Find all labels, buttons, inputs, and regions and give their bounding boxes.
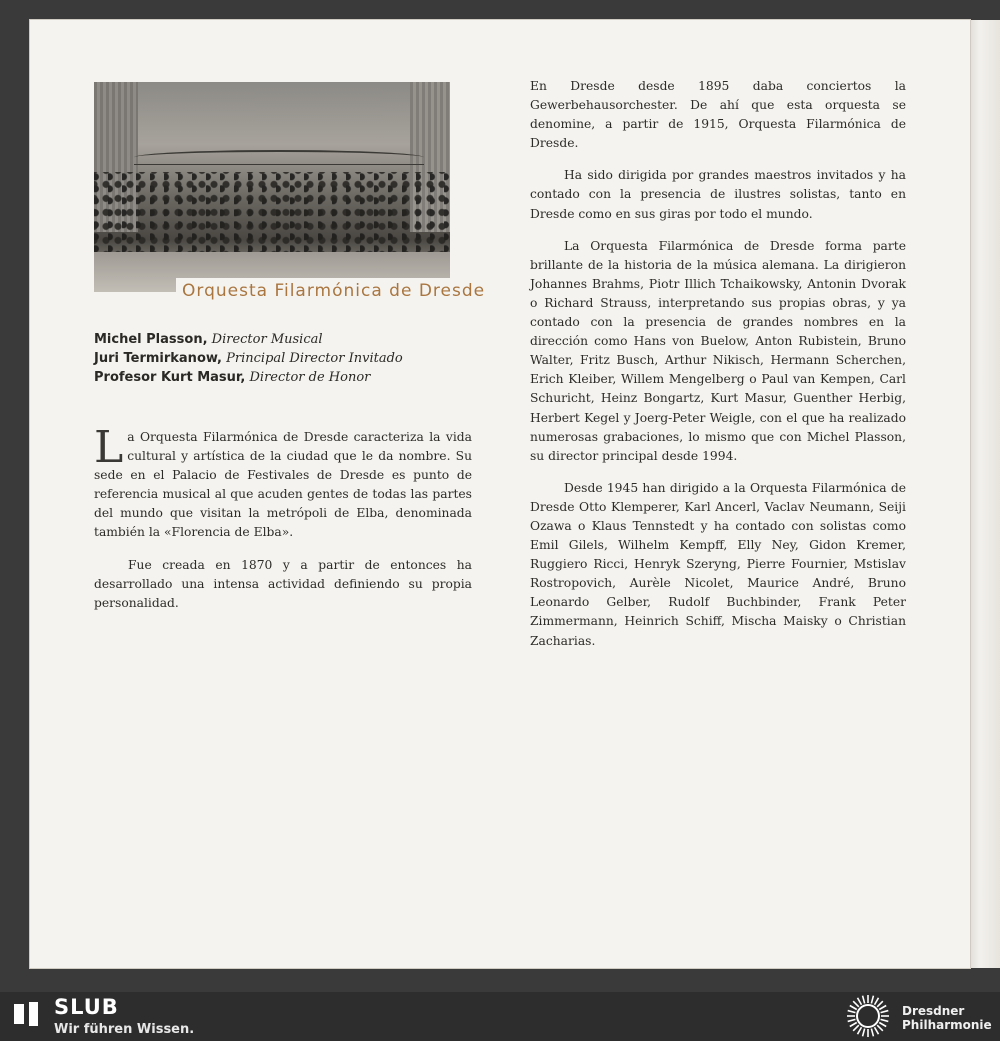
page-edge [966,20,1000,968]
right-column [530,77,906,664]
philharmonie-name-line1: Dresdner [902,1004,965,1018]
paragraph [94,422,472,543]
paragraph: En Dresde desde 1895 daba conciertos la Gewerbehausorchester. De ahí que esta orquesta se denomine, a partir de 1915, Orquesta Filarmónica de Dresde. [530,79,906,151]
sunburst-ray [858,998,862,1005]
philharmonie-sunburst-icon[interactable] [842,993,894,1039]
sunburst-ray [850,1023,857,1027]
philharmonie-name-line2: Philharmonie [902,1018,992,1032]
sunburst-ray [877,1025,883,1031]
credit-role: Director de Honor [249,370,371,385]
credit-role: Director Musical [211,332,323,347]
sunburst-ray [863,996,865,1004]
credit-line [94,330,474,349]
drop-cap: L [94,422,124,473]
sunburst-ray [863,1029,865,1037]
credits-list [94,330,474,387]
credit-role: Principal Director Invitado [226,351,403,366]
left-column [94,422,472,626]
photo-caption: Orquesta Filarmónica de Dresde [176,278,489,304]
sunburst-ray [850,1006,857,1010]
credit-line [94,349,474,368]
sunburst-ray [877,1001,883,1007]
credit-name: Profesor Kurt Masur, [94,370,246,385]
slub-logo-text[interactable]: SLUB [54,995,119,1019]
photo-balcony-rail [134,150,424,165]
sunburst-ray [881,1019,889,1021]
credit-name: Michel Plasson, [94,332,208,347]
sunburst-ray [875,998,879,1005]
credit-line [94,368,474,387]
paragraph: La Orquesta Filarmónica de Dresde forma parte brillante de la historia de la música alemana. La dirigieron Johannes Brahms, Piotr Illich Tchaikowsky, Antonin Dvorak o Richard Strauss, interpretando sus propias obras, y ya contado con la presencia de grandes nombres en la dirección como Hans von Buelow, Anton Rubistein, Bruno Walter, Fritz Busch, Arthur Nikisch, Hermann Scherchen, Erich Kleiber, Willem Mengelberg o Paul van Kempen, Carl Schuricht, Heinz Bongartz, Kurt Masur, Guenther Herbig, Herbert Kegel y Joerg-Peter Weigle, con el que ha realizado numerosas grabaciones, lo mismo que con Michel Plasson, su director principal desde 1994. [530,238,906,463]
sunburst-ray [858,1027,862,1034]
paragraph: Fue creada en 1870 y a partir de entonces ha desarrollado una intensa actividad definiendo su propia personalidad. [94,557,472,610]
sunburst-ray [871,996,873,1004]
sunburst-ray [881,1011,889,1013]
sunburst-ray [879,1006,886,1010]
sunburst-ray [848,1011,856,1013]
sunburst-ray [848,1019,856,1021]
paragraph-text: a Orquesta Filarmónica de Dresde caracteriza la vida cultural y artística de la ciudad que le da nombre. Su sede en el Palacio de Festivales de Dresde es punto de referencia musical al que acuden gentes de todas las partes del mundo que visitan la metrópoli de Elba, denominada también la «Florencia de Elba». [94,430,472,540]
sunburst-ray [871,1029,873,1037]
slub-book-icon[interactable] [12,1000,40,1028]
paragraph: Ha sido dirigida por grandes maestros invitados y ha contado con la presencia de ilustres solistas, tanto en Dresde como en sus giras por todo el mundo. [530,168,906,221]
sunburst-ray [853,1025,859,1031]
photo-musicians [94,172,450,252]
orchestra-photo [94,82,450,292]
slub-tagline: Wir führen Wissen. [54,1022,195,1037]
philharmonie-name[interactable] [902,1004,992,1032]
sunburst-ray [879,1023,886,1027]
sunburst-ray [853,1001,859,1007]
paragraph: Desde 1945 han dirigido a la Orquesta Filarmónica de Dresde Otto Klemperer, Karl Ancerl, Vaclav Neumann, Seiji Ozawa o Klaus Tennstedt y ha contado con solistas como Emil Gilels, Wilhelm Kempff, Elly Ney, Gidon Kremer, Ruggiero Ricci, Henryk Szeryng, Pierre Fournier, Mstislav Rostropovich, Aurèle Nicolet, Maurice André, Bruno Leonardo Gelber, Rudolf Buchbinder, Frank Peter Zimmermann, Heinrich Schiff, Mischa Maisky o Christian Zacharias. [530,480,906,648]
sunburst-ray [875,1027,879,1034]
credit-name: Juri Termirkanow, [94,351,222,366]
